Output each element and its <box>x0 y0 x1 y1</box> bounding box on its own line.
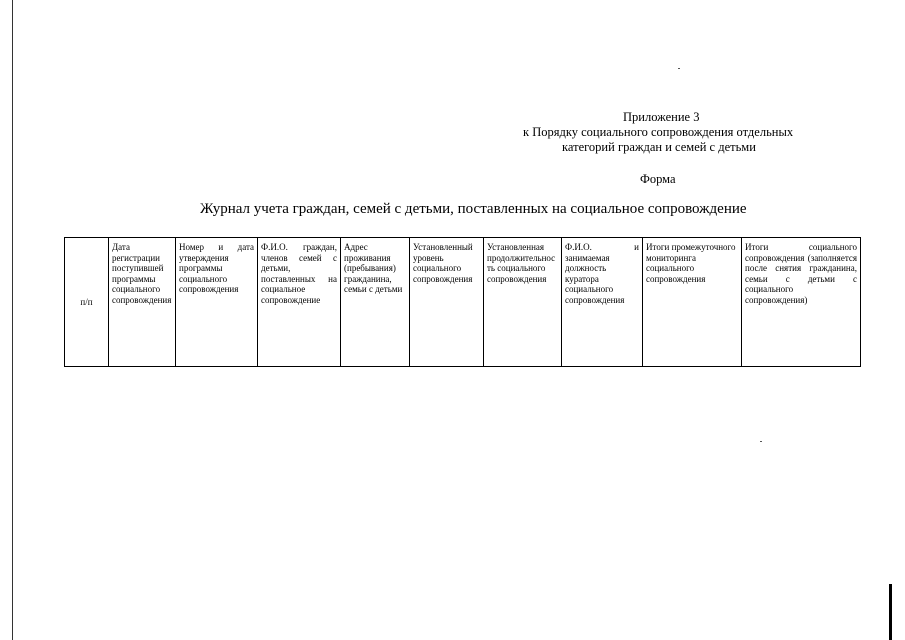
column-header: Адрес проживания (пребывания) гражданина, семьи с детьми <box>341 238 410 367</box>
scan-edge-mark <box>889 584 892 640</box>
page-edge-line <box>12 0 13 640</box>
table-header-row <box>65 238 861 367</box>
column-header: Ф.И.О. и занимаемая должность куратора социального сопровождения <box>562 238 643 367</box>
column-header: Итоги промежуточного мониторинга социального сопровождения <box>643 238 742 367</box>
appendix-number: Приложение 3 <box>623 110 700 124</box>
document-title: Журнал учета граждан, семей с детьми, поставленных на социальное сопровождение <box>200 201 747 217</box>
scan-speck <box>760 441 762 442</box>
column-header: Номер и дата утверждения программы социального сопровождения <box>176 238 258 367</box>
appendix-subtitle-line2: категорий граждан и семей с детьми <box>562 140 756 154</box>
column-header: Итоги социального сопровождения (заполняется после снятия гражданина, семьи с детьми с социального сопровождения) <box>742 238 861 367</box>
form-label: Форма <box>640 172 676 186</box>
column-header: Установленный уровень социального сопровождения <box>410 238 484 367</box>
journal-table <box>64 237 861 367</box>
column-header: Дата регистрации поступившей программы социального сопровождения <box>109 238 176 367</box>
column-header: Установленная продолжительность социального сопровождения <box>484 238 562 367</box>
scan-speck <box>678 68 680 69</box>
column-header: Ф.И.О. граждан, членов семей с детьми, поставленных на социальное сопровождение <box>258 238 341 367</box>
column-header: п/п <box>65 238 109 367</box>
appendix-subtitle-line1: к Порядку социального сопровождения отдельных <box>523 125 794 139</box>
